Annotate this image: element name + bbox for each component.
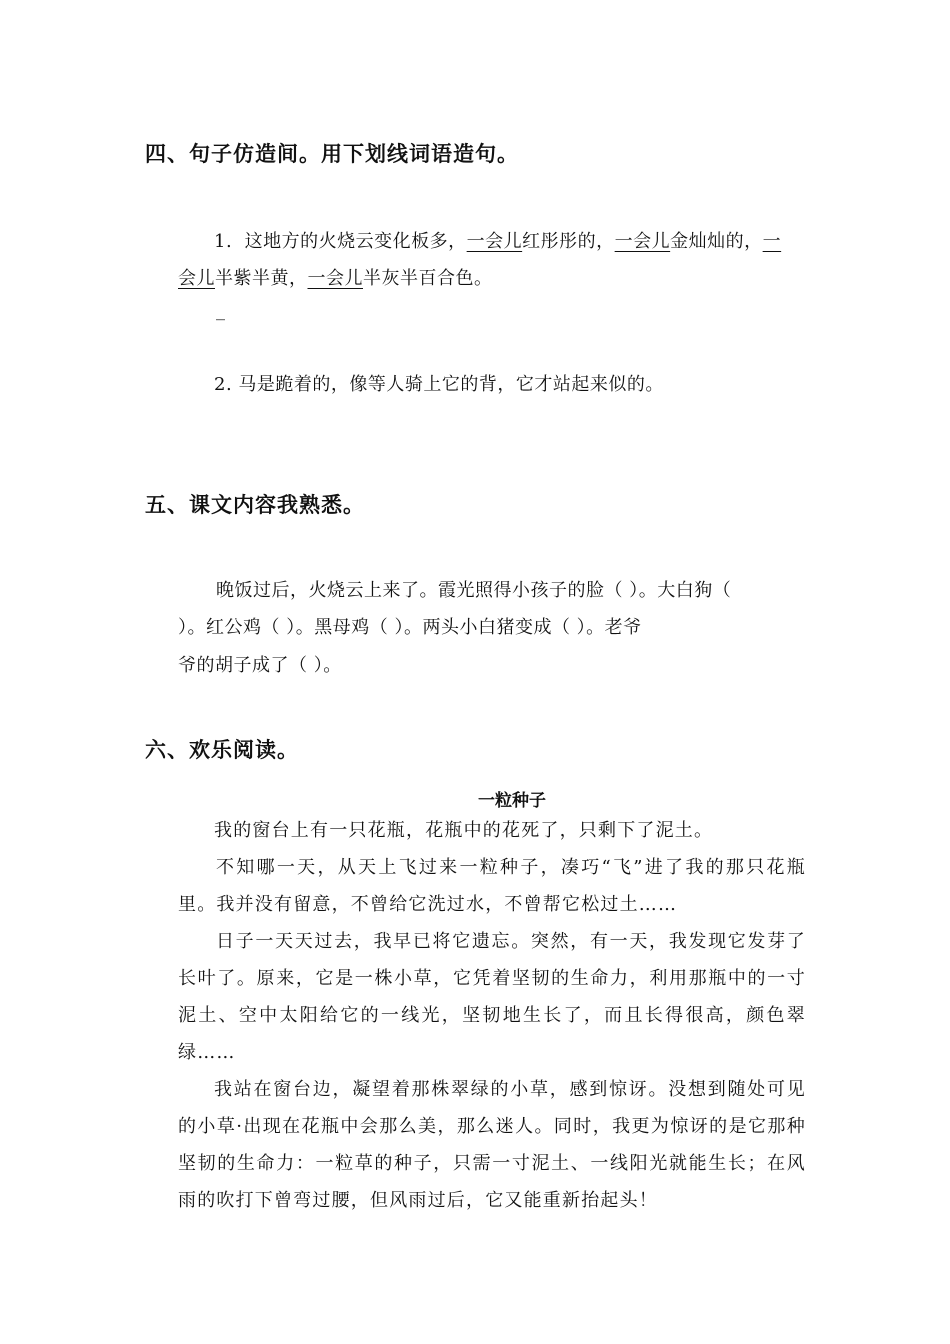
section-4-item-1-line-2	[178, 264, 493, 290]
section-4-item-2: 2. 马是跪着的，像等人骑上它的背，它才站起来似的。	[214, 374, 664, 395]
section-6-heading: 六、欢乐阅读。	[145, 737, 299, 762]
reading-paragraph-1: 我的窗台上有一只花瓶，花瓶中的花死了，只剩下了泥土。	[214, 820, 714, 841]
section-4-item-1-line-1	[214, 227, 781, 253]
section-5-heading: 五、课文内容我熟悉。	[145, 492, 365, 517]
item-1-text: 半紫半黄，	[215, 268, 308, 289]
section-5-line-2: ）。红公鸡（ ）。黑母鸡（ ）。两头小白猪变成（ ）。老爷	[178, 617, 642, 638]
section-5-line-1: 晚饭过后，火烧云上来了。霞光照得小孩子的脸（ ）。大白狗（	[216, 580, 732, 601]
item-1-number: 1.	[214, 231, 233, 252]
item-1-text: 这地方的火烧云变化板多，	[244, 231, 467, 252]
reading-paragraph-2: 不知哪一天，从天上飞过来一粒种子，凑巧“飞”进了我的那只花瓶里。我并没有留意，不曾给它洗过水，不曾帮它松过土……	[178, 857, 806, 915]
reading-title: 一粒种子	[478, 791, 546, 811]
section-4-heading: 四、句子仿造间。用下划线词语造句。	[145, 141, 519, 166]
reading-paragraph-4: 我站在窗台边，凝望着那株翠绿的小草，感到惊讶。没想到随处可见的小草·出现在花瓶中会那么美，那么迷人。同时，我更为惊讶的是它那种坚韧的生命力：一粒草的种子，只需一寸泥土、一线阳光就能生长；在风雨的吹打下曾弯过腰，但风雨过后，它又能重新抬起头！	[178, 1079, 806, 1211]
item-1-text: 红彤彤的，	[522, 231, 615, 252]
underlined-word: 会儿	[178, 268, 215, 289]
reading-passage	[178, 812, 806, 1219]
reading-paragraph-3: 日子一天天过去，我早已将它遗忘。突然，有一天，我发现它发芽了长叶了。原来，它是一株小草，它凭着坚韧的生命力，利用那瓶中的一寸泥土、空中太阳给它的一线光，坚韧地生长了，而且长得很高，颜色翠绿……	[178, 931, 806, 1063]
underlined-word: 一	[762, 231, 782, 252]
section-5-line-3: 爷的胡子成了（ ）。	[178, 655, 342, 676]
underlined-word: 一会儿	[307, 268, 363, 289]
underlined-word: 一会儿	[466, 231, 523, 252]
item-1-text: 金灿灿的，	[670, 231, 763, 252]
underlined-word: 一会儿	[614, 231, 671, 252]
item-1-text: 半灰半百合色。	[363, 268, 493, 289]
answer-blank: _	[216, 300, 226, 321]
